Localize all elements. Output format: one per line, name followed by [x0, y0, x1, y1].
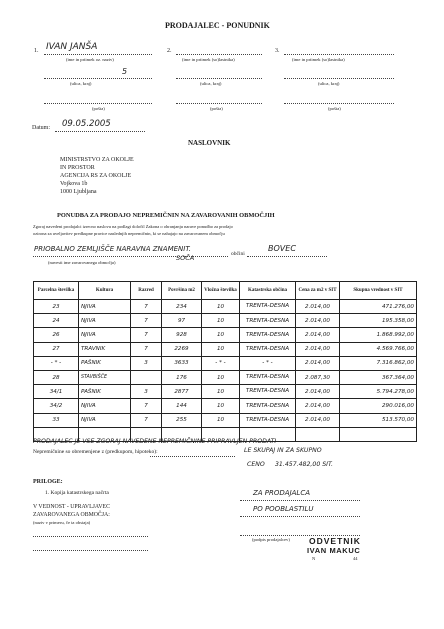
cell-area: 2269 — [162, 342, 202, 356]
cell-class: 7 — [131, 399, 162, 413]
cell-area: 176 — [162, 370, 202, 384]
cell-deed: 10 — [202, 342, 240, 356]
cell-parcel: 24 — [34, 314, 79, 328]
cell-culture: TRAVNIK — [79, 342, 131, 356]
cell-cadastral: TRENTA-DESNA — [240, 385, 296, 399]
cell-parcel: 23 — [34, 300, 79, 314]
lawyer-stamp-letter: N — [312, 556, 316, 561]
seller-1-post-caption: (pošta) — [92, 106, 105, 111]
cell-culture: NJIVA — [79, 413, 131, 427]
seller-2-name-caption: (ime in priimek (so)lastnika) — [182, 57, 235, 62]
manager-line-b — [33, 550, 148, 551]
table-row — [34, 413, 417, 427]
encumbrance-label: Nepremičnine so obremenjene z (predkupom, hipoteko): — [33, 449, 158, 455]
manager-line-3: (naziv v primeru, če ta obstaja) — [33, 520, 91, 525]
lawyer-stamp-name: IVAN MAKUC — [307, 546, 361, 555]
table-row — [34, 314, 417, 328]
signature-line-a — [240, 500, 360, 501]
cell-deed: 10 — [202, 399, 240, 413]
seller-2-post-caption: (pošta) — [210, 106, 223, 111]
cell-total: 471.276,00 — [340, 300, 417, 314]
cell-deed: 10 — [202, 370, 240, 384]
cell-area: 2877 — [162, 385, 202, 399]
cell-total: 195.358,00 — [340, 314, 417, 328]
seller-signature-line-2: PO POOBLASTILU — [253, 505, 314, 513]
cell-total: 290.016,00 — [340, 399, 417, 413]
seller-1-number: 1. — [34, 48, 39, 54]
cell-parcel: 28 — [34, 370, 79, 384]
cell-deed: 10 — [202, 314, 240, 328]
cell-parcel: 34/1 — [34, 385, 79, 399]
recipient-line-5: 1000 Ljubljana — [60, 189, 97, 195]
cell-class: 7 — [131, 342, 162, 356]
recipient-line-2: IN PROSTOR — [60, 165, 95, 171]
municipality-line — [247, 256, 327, 257]
cell-culture: STAVBIŠČE — [79, 370, 131, 384]
seller-2-number: 2. — [167, 48, 172, 54]
cell-parcel: 27 — [34, 342, 79, 356]
manager-line-1: V VEDNOST - UPRAVLJAVEC — [33, 504, 110, 510]
area-caption: (navesti ime zavarovanega območja) — [48, 260, 116, 265]
cell-price: 2.014,00 — [296, 328, 340, 342]
attachment-item: 1. Kopija katastrskega načrta — [45, 490, 109, 496]
seller-2-post-line — [176, 103, 262, 104]
cell-deed: 10 — [202, 385, 240, 399]
cell-price: 2.014,00 — [296, 413, 340, 427]
cell-culture: NJIVA — [79, 300, 131, 314]
recipient-line-4: Vojkova 1b — [60, 181, 88, 187]
cell-area: 928 — [162, 328, 202, 342]
table-row — [34, 342, 417, 356]
cell-cadastral: TRENTA-DESNA — [240, 314, 296, 328]
cell-area: 234 — [162, 300, 202, 314]
date-value: 09.05.2005 — [62, 119, 111, 129]
parcels-table — [33, 281, 417, 442]
cell-deed: 10 — [202, 413, 240, 427]
cell-cadastral: TRENTA-DESNA — [240, 328, 296, 342]
cell-culture: NJIVA — [79, 314, 131, 328]
cell-price: 2.014,00 — [296, 399, 340, 413]
column-header: Kultura — [79, 282, 131, 300]
cell-price: 2.014,00 — [296, 342, 340, 356]
table-row — [34, 356, 417, 370]
cell-total: 7.316.862,00 — [340, 356, 417, 370]
offer-intro-line-1: Zgoraj navedeni prodajalci izrecno naslovu na podlagi določil Zakona o ohranjanju narave ponudbo za prodajo — [33, 224, 233, 229]
cell-price — [296, 427, 340, 441]
cell-culture: NJIVA — [79, 399, 131, 413]
column-header: Cena za m2 v SIT — [296, 282, 340, 300]
total-price-value: 31.457.482,00 SIT. — [275, 461, 333, 468]
area-name-line — [33, 256, 228, 257]
seller-1-name-caption: (ime in priimek oz. naziv) — [66, 57, 114, 62]
column-header: Površina m2 — [162, 282, 202, 300]
seller-3-address-line — [284, 78, 394, 79]
column-header: Parcelna številka — [34, 282, 79, 300]
seller-3-address-caption: (ulica, kraj) — [318, 81, 340, 86]
cell-parcel: - * - — [34, 356, 79, 370]
seller-3-name-line — [284, 54, 394, 55]
cell-class: 3 — [131, 385, 162, 399]
table-row — [34, 399, 417, 413]
recipient-line-3: AGENCIJA RS ZA OKOLJE — [60, 173, 132, 179]
cell-deed: 10 — [202, 328, 240, 342]
recipient-title: NASLOVNIK — [188, 139, 231, 147]
seller-3-post-caption: (pošta) — [328, 106, 341, 111]
column-header: Skupna vrednost v SIT — [340, 282, 417, 300]
seller-1-name: IVAN JANŠA — [46, 42, 98, 52]
cell-deed: 10 — [202, 300, 240, 314]
cell-class: 7 — [131, 328, 162, 342]
manager-line-2: ZAVAROVANEGA OBMOČJA: — [33, 512, 110, 518]
handwritten-sale-note: PRODAJALEC JE VSE ZGORAJ NAVEDENE NEPREMIČNINE PRIPRAVLJEN PRODATI — [33, 438, 277, 445]
table-row — [34, 370, 417, 384]
cell-class: 7 — [131, 314, 162, 328]
manager-line-a — [33, 536, 148, 537]
column-header: Razred — [131, 282, 162, 300]
cell-parcel: 26 — [34, 328, 79, 342]
cell-class: 3 — [131, 356, 162, 370]
column-header: Katastrska občina — [240, 282, 296, 300]
cell-area: 97 — [162, 314, 202, 328]
price-label: CENO — [247, 461, 265, 468]
cell-total: 1.868.992,00 — [340, 328, 417, 342]
cell-culture: NJIVA — [79, 328, 131, 342]
seller-1-name-line — [44, 54, 152, 55]
lawyer-stamp-number: 44 — [353, 556, 358, 561]
cell-class — [131, 370, 162, 384]
signature-line-b — [240, 516, 360, 517]
seller-2-address-caption: (ulica, kraj) — [200, 81, 222, 86]
cell-cadastral: TRENTA-DESNA — [240, 413, 296, 427]
cell-price: 2.014,00 — [296, 300, 340, 314]
cell-total: 5.794.278,00 — [340, 385, 417, 399]
cell-deed: - * - — [202, 356, 240, 370]
seller-1-address-line — [44, 78, 152, 79]
seller-1-post-line — [44, 103, 152, 104]
cell-price: 2.014,00 — [296, 385, 340, 399]
seller-1-address-caption: (ulica, kraj) — [70, 81, 92, 86]
lawyer-stamp-title: ODVETNIK — [309, 536, 361, 546]
offer-intro-line-2: ozirona za uveljavitev predkupne pravice naslednjih nepremičnin, ki se nahajajo na zavarovanem območju — [33, 231, 225, 236]
municipality-label: občini — [231, 251, 245, 257]
seller-3-post-line — [284, 103, 394, 104]
table-row — [34, 328, 417, 342]
seller-signature-line-1: ZA PRODAJALCA — [253, 489, 311, 497]
table-row — [34, 385, 417, 399]
cell-parcel: 33 — [34, 413, 79, 427]
offer-title: PONUDBA ZA PRODAJO NEPREMIČNIN NA ZAVAROVANIH OBMOČJIH — [57, 212, 275, 219]
cell-total: 4.569.766,00 — [340, 342, 417, 356]
column-header: Vložna številka — [202, 282, 240, 300]
protected-area-name: PRIOBALNO ZEMLJIŠČE NARAVNA ZNAMENIT. — [34, 245, 192, 253]
cell-area: 3633 — [162, 356, 202, 370]
cell-price: 2.014,00 — [296, 356, 340, 370]
cell-total: 513.570,00 — [340, 413, 417, 427]
seller-3-name-caption: (ime in priimek (so)lastnika) — [292, 57, 345, 62]
cell-price: 2.087,30 — [296, 370, 340, 384]
together-note: LE SKUPAJ IN ZA SKUPNO — [244, 447, 322, 454]
protected-area-name-2: SOČA — [176, 254, 195, 262]
cell-cadastral: TRENTA-DESNA — [240, 342, 296, 356]
cell-area: 255 — [162, 413, 202, 427]
table-row — [34, 300, 417, 314]
cell-total — [340, 427, 417, 441]
seller-2-name-line — [176, 54, 262, 55]
signature-caption: (podpis prodajalcev) — [252, 537, 290, 542]
cell-culture: PAŠNIK — [79, 385, 131, 399]
date-label: Datum: — [32, 125, 50, 131]
seller-2-address-line — [176, 78, 262, 79]
form-title: PRODAJALEC - PONUDNIK — [165, 21, 270, 30]
attachments-title: PRILOGE: — [33, 479, 63, 485]
cell-cadastral: TRENTA-DESNA — [240, 300, 296, 314]
seller-3-number: 3. — [275, 48, 280, 54]
municipality-value: BOVEC — [268, 244, 296, 253]
cell-total: 367.364,00 — [340, 370, 417, 384]
date-line — [55, 131, 145, 132]
cell-culture: PAŠNIK — [79, 356, 131, 370]
cell-class: 7 — [131, 300, 162, 314]
cell-cadastral: TRENTA-DESNA — [240, 399, 296, 413]
cell-cadastral: - * - — [240, 356, 296, 370]
recipient-line-1: MINISTRSTVO ZA OKOLJE — [60, 157, 134, 163]
encumbrance-line — [150, 456, 235, 457]
cell-price: 2.014,00 — [296, 314, 340, 328]
table-header-row — [34, 282, 417, 300]
cell-cadastral: TRENTA-DESNA — [240, 370, 296, 384]
seller-1-address: 5 — [122, 67, 128, 76]
cell-class: 7 — [131, 413, 162, 427]
cell-parcel: 34/2 — [34, 399, 79, 413]
cell-area: 144 — [162, 399, 202, 413]
